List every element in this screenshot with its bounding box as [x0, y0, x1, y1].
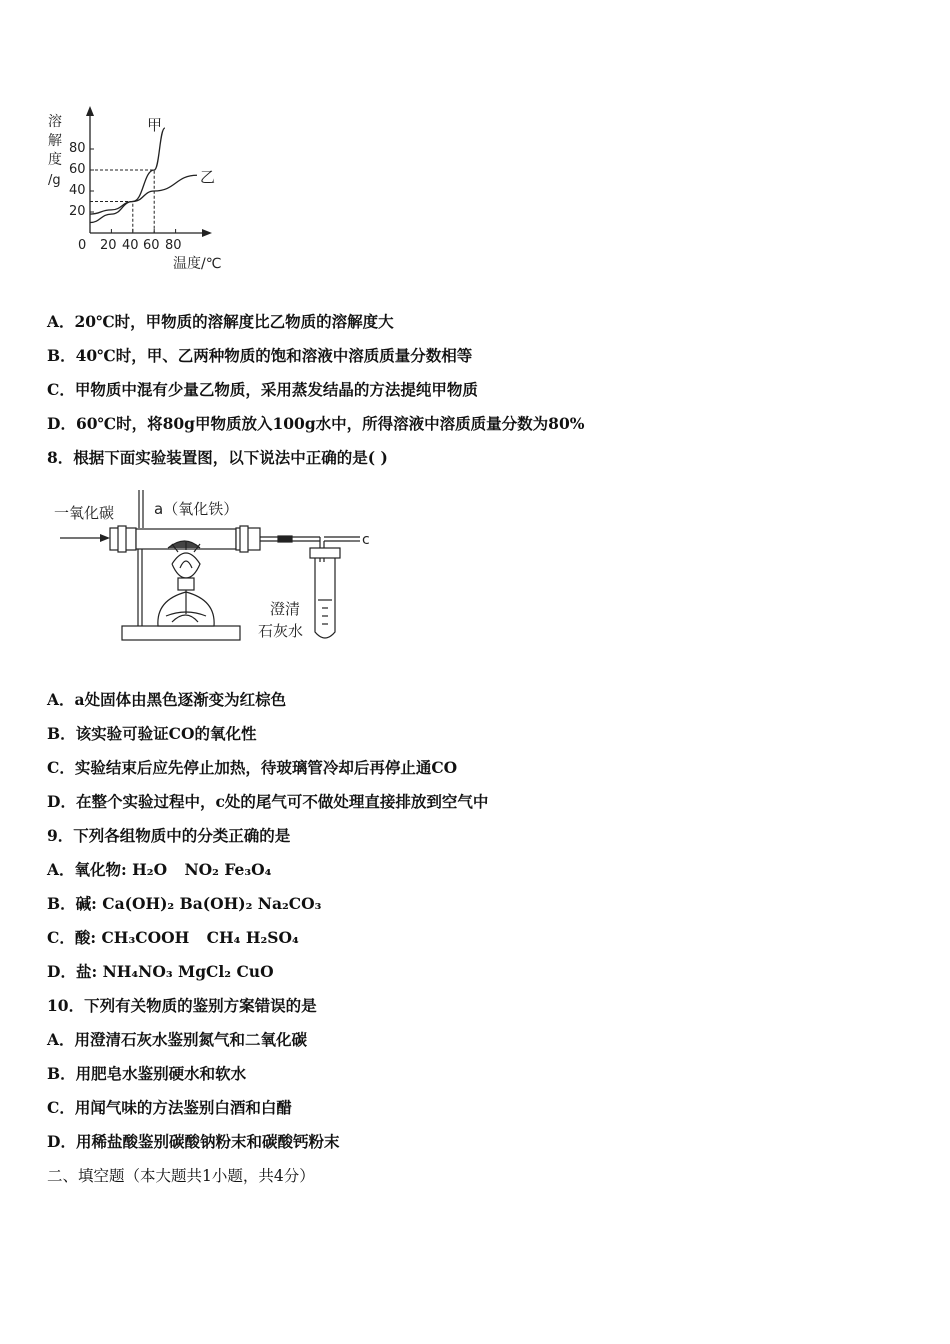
ytick-20: 20: [69, 204, 86, 219]
xtick-20: 20: [100, 238, 117, 253]
q9-b-label: B．碱:: [47, 894, 97, 913]
q8-option-d[interactable]: D．在整个实验过程中，c处的尾气可不做处理直接排放到空气中: [47, 792, 489, 811]
q9-b-item-1: Ca(OH)₂: [102, 894, 175, 913]
ylabel-char-1: 溶: [48, 114, 62, 130]
q9-d-item-2: MgCl₂: [178, 962, 232, 981]
q9-d-item-3: CuO: [236, 962, 274, 981]
q9-c-label: C．酸:: [47, 928, 97, 947]
xlabel: 温度/℃: [173, 256, 222, 272]
ylabel-char-2: 解: [48, 133, 62, 149]
xtick-80: 80: [165, 238, 182, 253]
curve-jia: [90, 128, 165, 223]
section-2-heading: 二、填空题（本大题共1小题，共4分）: [47, 1167, 315, 1185]
q9-option-d[interactable]: [47, 962, 274, 982]
q9-c-item-3: H₂SO₄: [245, 928, 299, 947]
label-co: 一氧化碳: [54, 504, 115, 522]
q9-d-label: D．盐:: [47, 962, 98, 981]
ylabel-char-3: 度: [48, 152, 62, 168]
q10-stem: 10．下列有关物质的鉴别方案错误的是: [47, 996, 317, 1015]
label-a-fe2o3: a（氧化铁）: [154, 500, 239, 518]
q8-option-c[interactable]: C．实验结束后应先停止加热，待玻璃管冷却后再停止通CO: [47, 758, 458, 777]
label-limewater-1: 澄清: [270, 600, 301, 618]
ytick-60: 60: [69, 162, 86, 177]
q9-option-c[interactable]: [47, 928, 299, 948]
q7-option-d[interactable]: D．60℃时，将80g甲物质放入100g水中，所得溶液中溶质质量分数为80%: [47, 414, 585, 433]
q7-option-c[interactable]: C．甲物质中混有少量乙物质，采用蒸发结晶的方法提纯甲物质: [47, 380, 478, 399]
q8-option-a[interactable]: A．a处固体由黑色逐渐变为红棕色: [47, 690, 287, 709]
guide-line: [90, 202, 133, 234]
label-limewater-2: 石灰水: [258, 622, 304, 640]
curve-label-yi: 乙: [200, 168, 216, 186]
ytick-80: 80: [69, 141, 86, 156]
q9-a-label: A．氧化物:: [47, 860, 127, 879]
ytick-40: 40: [69, 183, 86, 198]
q9-option-b[interactable]: [47, 894, 321, 914]
xtick-60: 60: [143, 238, 160, 253]
xtick-40: 40: [122, 238, 139, 253]
q9-d-item-1: NH₄NO₃: [102, 962, 173, 981]
q10-option-c[interactable]: C．用闻气味的方法鉴别白酒和白醋: [47, 1098, 292, 1117]
q9-b-item-3: Na₂CO₃: [257, 894, 322, 913]
q9-a-item-1: H₂O: [132, 860, 168, 879]
q10-option-d[interactable]: D．用稀盐酸鉴别碳酸钠粉末和碳酸钙粉末: [47, 1132, 340, 1151]
q9-stem: 9．下列各组物质中的分类正确的是: [47, 826, 291, 845]
q8-option-b[interactable]: B．该实验可验证CO的氧化性: [47, 724, 257, 743]
curve-label-jia: 甲: [147, 116, 163, 134]
q10-option-b[interactable]: B．用肥皂水鉴别硬水和软水: [47, 1064, 247, 1083]
label-c: c: [362, 532, 370, 548]
xtick-0: 0: [78, 238, 87, 253]
solubility-graph: [40, 100, 240, 275]
q9-option-a[interactable]: [47, 860, 271, 880]
q8-stem: 8．根据下面实验装置图，以下说法中正确的是( ): [47, 448, 388, 467]
q9-b-item-2: Ba(OH)₂: [179, 894, 253, 913]
q9-c-item-2: CH₄: [206, 928, 241, 947]
curve-yi: [90, 175, 197, 214]
q9-a-item-3: Fe₃O₄: [224, 860, 272, 879]
q10-option-a[interactable]: A．用澄清石灰水鉴别氮气和二氧化碳: [47, 1030, 308, 1049]
ylabel-char-4: /g: [48, 173, 61, 188]
q7-option-b[interactable]: B．40℃时，甲、乙两种物质的饱和溶液中溶质质量分数相等: [47, 346, 473, 365]
co-reduction-apparatus: [50, 482, 390, 652]
q9-a-item-2: NO₂: [184, 860, 219, 879]
q9-c-item-1: CH₃COOH: [101, 928, 190, 947]
q7-option-a[interactable]: A．20℃时，甲物质的溶解度比乙物质的溶解度大: [47, 312, 394, 331]
